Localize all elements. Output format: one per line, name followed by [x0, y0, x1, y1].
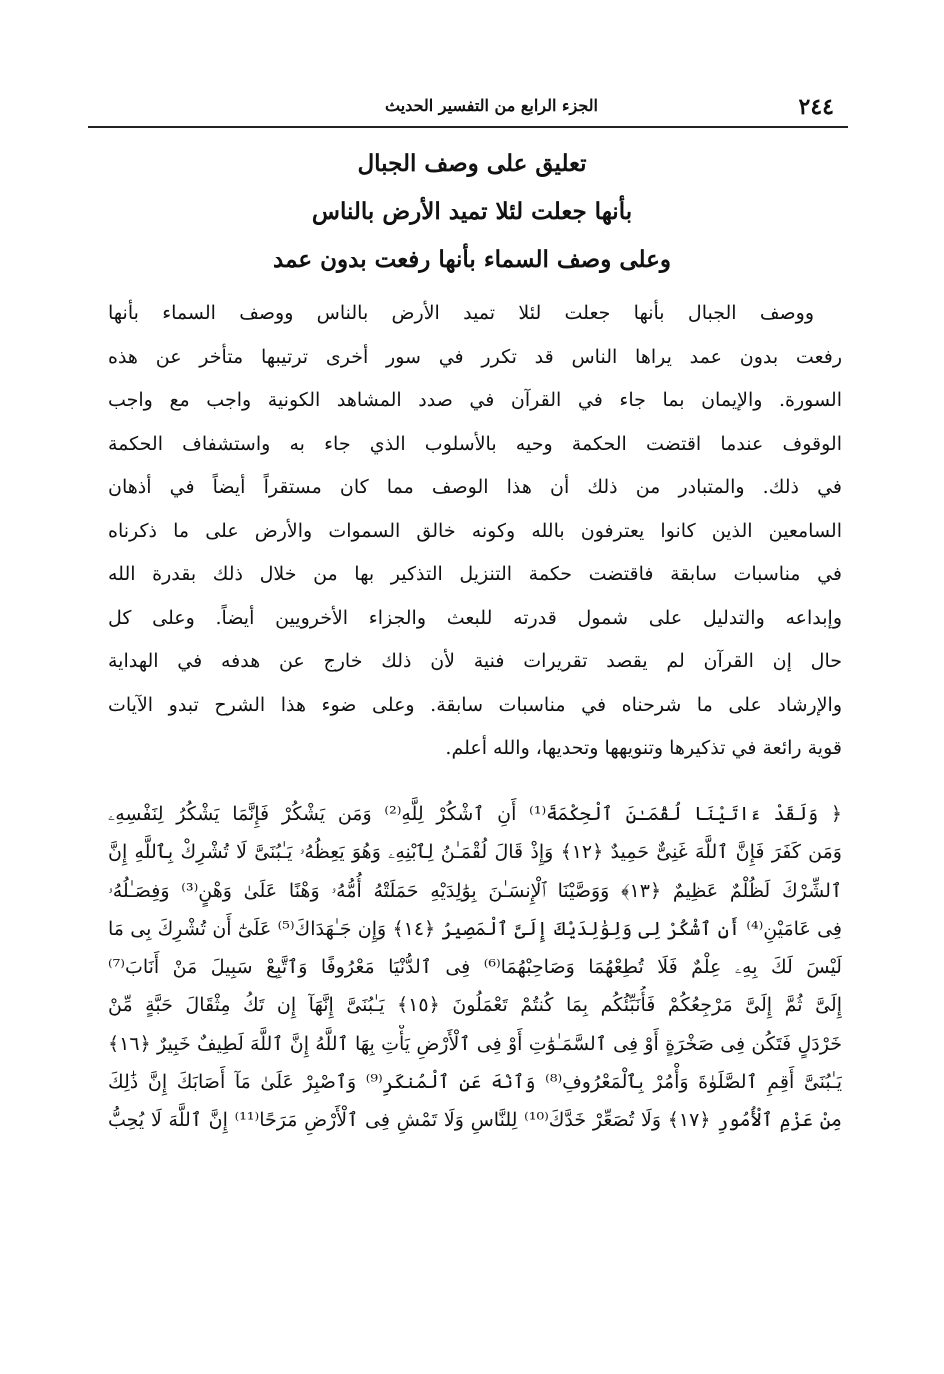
- body-line: في مناسبات سابقة فاقتضت حكمة التنزيل التذكير بها من خلال ذلك بقدرة الله: [108, 563, 842, 585]
- verse-line: خَرْدَلٍ فَتَكُن فِى صَخْرَةٍ أَوْ فِى ٱلسَّمَـٰوَٰتِ أَوْ فِى ٱلْأَرْضِ يَأْتِ بِهَا ٱللَّهُ إِنَّ ٱللَّهَ لَطِيفٌ خَبِيرٌ ﴿١٦﴾: [108, 1032, 842, 1055]
- verse-line: يَـٰبُنَىَّ أَقِمِ ٱلصَّلَوٰةَ وَأْمُرْ بِٱلْمَعْرُوفِ⁽⁸⁾ وَٱنْهَ عَنِ ٱلْمُنكَرِ⁽⁹⁾ وَٱصْبِرْ عَلَىٰ مَآ أَصَابَكَ إِنَّ ذَٰلِكَ: [108, 1071, 842, 1094]
- body-line: والإرشاد على ما شرحناه في مناسبات سابقة. وعلى ضوء هذا الشرح تبدو الآيات: [108, 693, 842, 716]
- verse-line: فِى عَامَيْنِ⁽⁴⁾ أَنِ ٱشْكُرْ لِى وَلِوَٰلِدَيْكَ إِلَىَّ ٱلْمَصِيرُ ﴿١٤﴾ وَإِن جَـٰهَدَاكَ⁽⁵⁾ عَلَىٰٓ أَن تُشْرِكَ بِى مَا: [108, 917, 842, 940]
- verse-line: إِلَىَّ ثُمَّ إِلَىَّ مَرْجِعُكُمْ فَأُنَبِّئُكُم بِمَا كُنتُمْ تَعْمَلُونَ ﴿١٥﴾ يَـٰبُنَىَّ إِنَّهَآ إِن تَكُ مِثْقَالَ حَبَّةٍ مِّنْ: [108, 994, 842, 1017]
- body-line: الوقوف عندما اقتضت الحكمة وحيه بالأسلوب الذي جاء به واستشفاف الحكمة: [108, 432, 842, 455]
- page-number: ٢٤٤: [798, 94, 834, 120]
- verse-line: وَمَن كَفَرَ فَإِنَّ ٱللَّهَ غَنِىٌّ حَمِيدٌ ﴿١٢﴾ وَإِذْ قَالَ لُقْمَـٰنُ لِٱبْنِهِۦ وَهُوَ يَعِظُهُۥ يَـٰبُنَىَّ لَا تُشْرِكْ بِٱللَّهِ إِنَّ: [108, 841, 842, 864]
- body-line: قوية رائعة في تذكيرها وتنويهها وتحديها، والله أعلم.: [445, 737, 842, 759]
- title-line: تعليق على وصف الجبال: [357, 150, 587, 177]
- body-line: رفعت بدون عمد يراها الناس قد تكرر في سور أخرى ترتيبها متأخر عن هذه: [108, 345, 842, 368]
- body-line: السورة. والإيمان بما جاء في القرآن في صدد المشاهد الكونية واجب مع واجب: [108, 389, 842, 411]
- running-title: الجزء الرابع من التفسير الحديث: [385, 96, 598, 115]
- body-line: السامعين الذين كانوا يعترفون بالله وكونه خالق السموات والأرض على ما ذكرناه: [108, 519, 842, 542]
- verse-line: مِنْ عَزْمِ ٱلْأُمُورِ ﴿١٧﴾ وَلَا تُصَعِّرْ خَدَّكَ⁽¹⁰⁾ لِلنَّاسِ وَلَا تَمْشِ فِى ٱلْأَرْضِ مَرَحًا⁽¹¹⁾ إِنَّ ٱللَّهَ لَا يُحِبُّ: [108, 1109, 842, 1132]
- body-line: ووصف الجبال بأنها جعلت لئلا تميد الأرض بالناس ووصف السماء بأنها: [108, 302, 814, 324]
- body-line: في ذلك. والمتبادر من ذلك أن هذا الوصف مما كان مستقراً أيضاً في أذهان: [108, 476, 842, 498]
- body-paragraph: [108, 292, 842, 771]
- body-line: حال إن القرآن لم يقصد تقريرات فنية لأن ذلك خارج عن هدفه في الهداية: [108, 650, 842, 672]
- section-title: [100, 140, 844, 284]
- verse-line: ٱلشِّرْكَ لَظُلْمٌ عَظِيمٌ ﴿١٣﴾ وَوَصَّيْنَا ٱلْإِنسَـٰنَ بِوَٰلِدَيْهِ حَمَلَتْهُ أُمُّهُۥ وَهْنًا عَلَىٰ وَهْنٍ⁽³⁾ وَفِصَـٰلُهُۥ: [108, 879, 842, 902]
- title-line: وعلى وصف السماء بأنها رفعت بدون عمد: [273, 246, 671, 273]
- page-header: [88, 92, 848, 128]
- title-line: بأنها جعلت لئلا تميد الأرض بالناس: [311, 198, 633, 225]
- verse-line: ﴿ وَلَقَدْ ءَاتَيْنَا لُقْمَـٰنَ ٱلْحِكْمَةَ⁽¹⁾ أَنِ ٱشْكُرْ لِلَّهِ⁽²⁾ وَمَن يَشْكُرْ فَإِنَّمَا يَشْكُرُ لِنَفْسِهِۦ: [108, 803, 842, 825]
- body-line: وإبداعه والتدليل على شمول قدرته للبعث والجزاء الأخرويين أيضاً. وعلى كل: [108, 606, 842, 629]
- quran-verses: [108, 795, 842, 1140]
- verse-line: لَيْسَ لَكَ بِهِۦ عِلْمٌ فَلَا تُطِعْهُمَا وَصَاحِبْهُمَا⁽⁶⁾ فِى ٱلدُّنْيَا مَعْرُوفًا وَٱتَّبِعْ سَبِيلَ مَنْ أَنَابَ⁽⁷⁾: [108, 956, 842, 979]
